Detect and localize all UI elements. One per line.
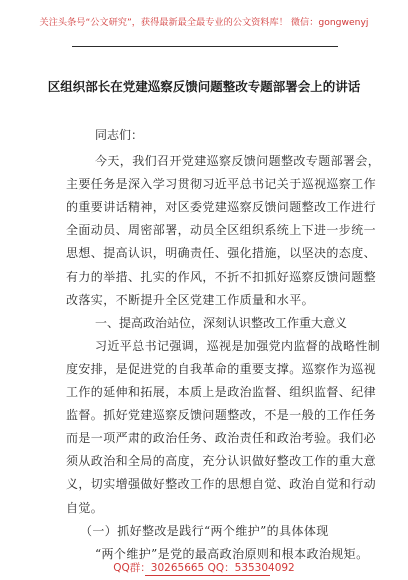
- body-line: 今天，我们召开党建巡察反馈问题整改专题部署会，: [95, 154, 381, 168]
- promo-banner: 关注头条号“公文研究”，获得最新最全最专业的公文资料库！ 微信：gongwenyj: [39, 17, 369, 28]
- body-line: 思想、提高认识，明确责任、强化措施，以坚决的态度、: [66, 246, 377, 261]
- salutation: 同志们：: [95, 128, 144, 142]
- body-line: 自觉。: [66, 500, 104, 515]
- body-line: （一）抓好整改是践行“两个维护”的具体体现: [80, 523, 329, 538]
- body-line: 的重要讲话精神，对区委党建巡察反馈问题整改工作进行: [66, 200, 377, 215]
- body-line: 须从政治和全局的高度，充分认识做好整改工作的重大意: [66, 454, 377, 469]
- body-line: 改落实，不断提升全区党建工作质量和水平。: [66, 292, 315, 307]
- body-line: 习近平总书记强调，巡视是加强党内监督的战略性制: [95, 338, 381, 353]
- body-line: 义，切实增强做好整改工作的思想自觉、政治自觉和行动: [66, 477, 377, 492]
- body-line: 监督。抓好党建巡察反馈问题整改，不是一般的工作任务: [66, 408, 377, 423]
- body-line: 有力的举措、扎实的作风，不折不扣抓好巡察反馈问题整: [66, 269, 377, 284]
- body-line: 全面动员、周密部署，动员全区组织系统上下进一步统一: [66, 223, 377, 238]
- qq-underline: [145, 575, 270, 576]
- body-line: 度安排，是促进党的自我革命的重要支撑。巡察作为巡视: [66, 361, 377, 376]
- body-line: 而是一项严肃的政治任务、政治责任和政治考验。我们必: [66, 431, 377, 446]
- document-title: 区组织部长在党建巡察反馈问题整改专题部署会上的讲话: [47, 79, 361, 94]
- body-line: “两个维护”是党的最高政治原则和根本政治规矩。: [95, 546, 369, 561]
- section-heading: 一、提高政治站位，深刻认识整改工作重大意义: [95, 315, 348, 330]
- qq-contact: QQ群：30265665 QQ：535304092: [113, 562, 295, 574]
- body-line: 主要任务是深入学习贯彻习近平总书记关于巡视巡察工作: [66, 177, 377, 192]
- body-line: 工作的延伸和拓展，本质上是政治监督、组织监督、纪律: [66, 385, 377, 399]
- header-divider: [72, 46, 338, 47]
